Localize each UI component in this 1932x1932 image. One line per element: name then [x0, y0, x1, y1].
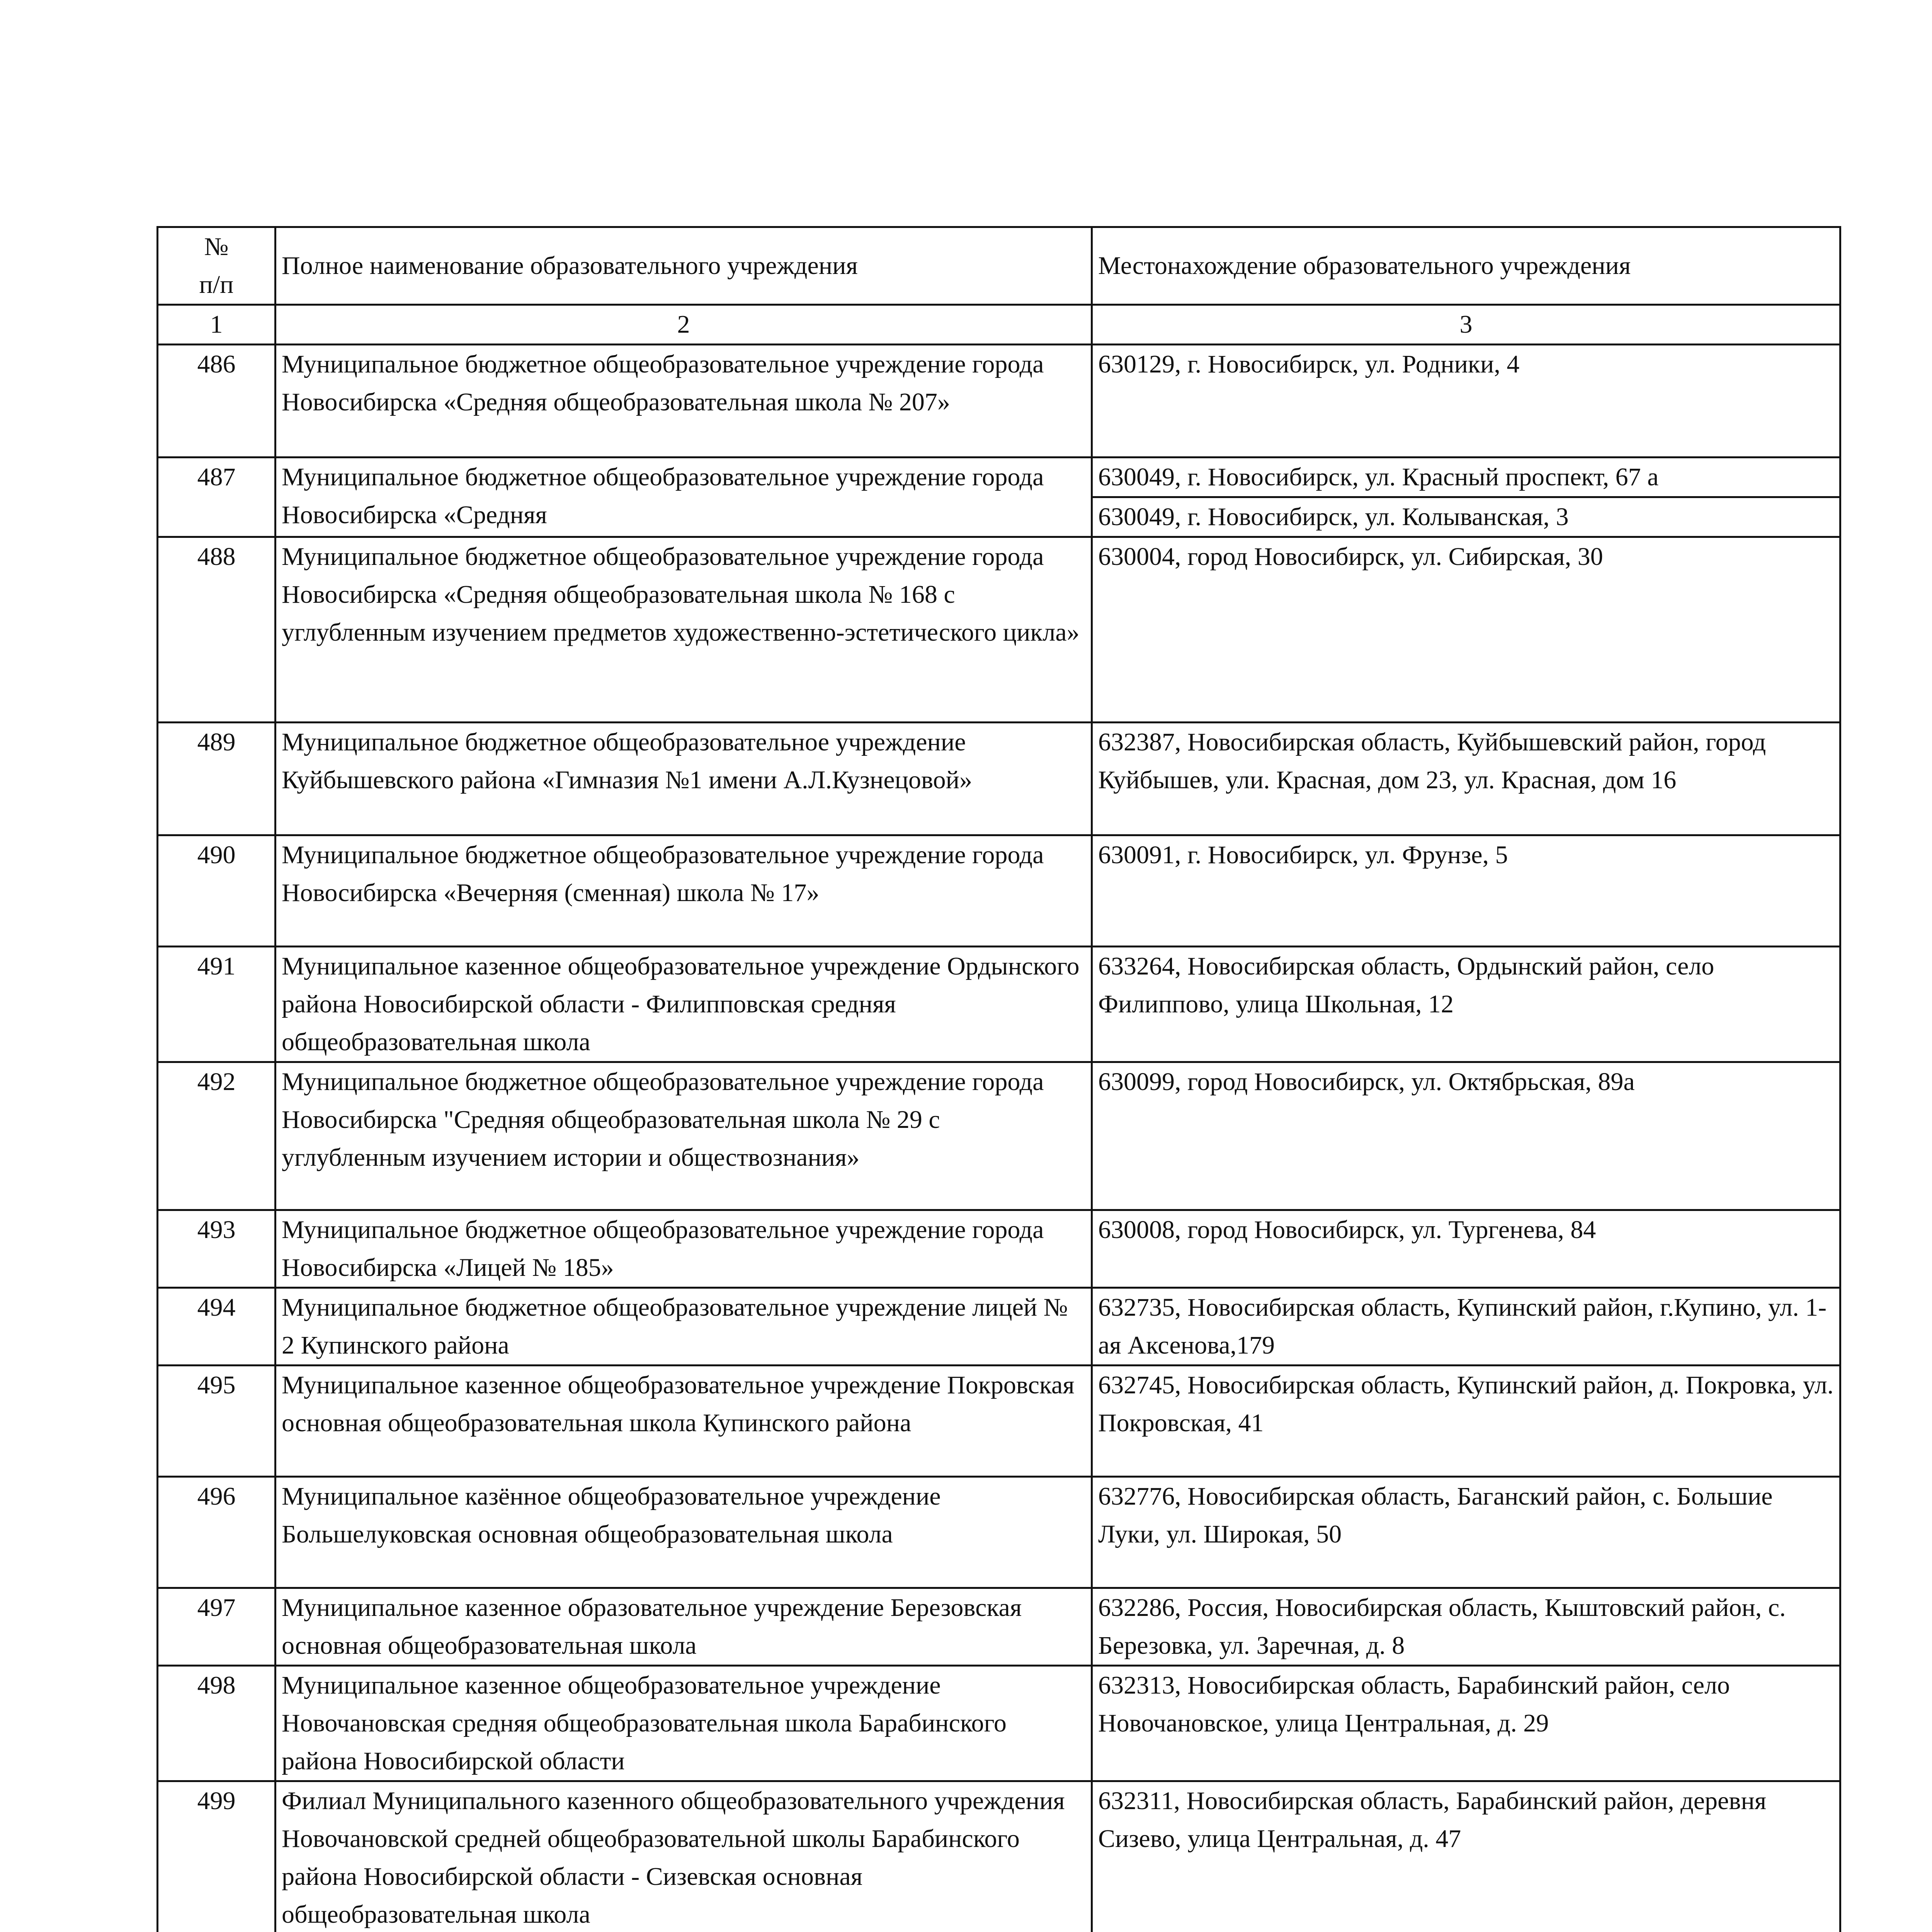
table-row: [158, 1588, 1840, 1666]
row-location: 630099, город Новосибирск, ул. Октябрьская, 89а: [1092, 1062, 1840, 1210]
row-num: 487: [158, 457, 276, 537]
index-cell-2: 2: [276, 305, 1092, 345]
row-location: 632776, Новосибирская область, Баганский район, с. Большие Луки, ул. Широкая, 50: [1092, 1477, 1840, 1588]
index-cell-3: 3: [1092, 305, 1840, 345]
row-num: 498: [158, 1666, 276, 1781]
institutions-table: [156, 226, 1841, 1932]
row-name: Муниципальное бюджетное общеобразовательное учреждение города Новосибирска «Вечерняя (сменная) школа № 17»: [276, 835, 1092, 947]
table-row: [158, 1062, 1840, 1210]
table-row: [158, 1288, 1840, 1366]
row-name: Муниципальное казённое общеобразовательное учреждение Большелуковская основная общеобразовательная школа: [276, 1477, 1092, 1588]
row-name: Муниципальное казенное образовательное учреждение Березовская основная общеобразовательная школа: [276, 1588, 1092, 1666]
table-row: [158, 537, 1840, 723]
row-name: Муниципальное бюджетное общеобразовательное учреждение лицей № 2 Купинского района: [276, 1288, 1092, 1366]
row-num: 489: [158, 723, 276, 835]
row-num: 497: [158, 1588, 276, 1666]
row-num: 493: [158, 1210, 276, 1288]
row-location-line: 630049, г. Новосибирск, ул. Колыванская, 3: [1093, 496, 1839, 536]
row-location: 632286, Россия, Новосибирская область, Кыштовский район, с. Березовка, ул. Заречная, д. 8: [1092, 1588, 1840, 1666]
table-row: [158, 947, 1840, 1062]
row-location: 632311, Новосибирская область, Барабинский район, деревня Сизево, улица Центральная, д. 47: [1092, 1781, 1840, 1932]
row-name: Муниципальное казенное общеобразовательное учреждение Ордынского района Новосибирской области - Филипповская средняя общеобразовательная школа: [276, 947, 1092, 1062]
row-location: 630091, г. Новосибирск, ул. Фрунзе, 5: [1092, 835, 1840, 947]
row-location: 632313, Новосибирская область, Барабинский район, село Новочановское, улица Центральная, д. 29: [1092, 1666, 1840, 1781]
row-name: Муниципальное бюджетное общеобразовательное учреждение города Новосибирска «Средняя: [276, 457, 1092, 537]
row-num: 492: [158, 1062, 276, 1210]
row-location-line: 630049, г. Новосибирск, ул. Красный проспект, 67 а: [1098, 463, 1659, 491]
header-row: [158, 227, 1840, 305]
row-num: 499: [158, 1781, 276, 1932]
row-num: 494: [158, 1288, 276, 1366]
table-row: [158, 1477, 1840, 1588]
index-row: [158, 305, 1840, 345]
row-name: Муниципальное бюджетное общеобразовательное учреждение города Новосибирска «Лицей № 185»: [276, 1210, 1092, 1288]
row-location: 633264, Новосибирская область, Ордынский район, село Филиппово, улица Школьная, 12: [1092, 947, 1840, 1062]
row-name: Муниципальное бюджетное общеобразовательное учреждение города Новосибирска «Средняя общеобразовательная школа № 168 с углубленным изучением предметов художественно-эстетического цикла»: [276, 537, 1092, 723]
table-row: [158, 1781, 1840, 1932]
table-row: [158, 1210, 1840, 1288]
row-name: Муниципальное бюджетное общеобразовательное учреждение города Новосибирска "Средняя общеобразовательная школа № 29 с углубленным изучением истории и обществознания»: [276, 1062, 1092, 1210]
table-row: [158, 723, 1840, 835]
row-location: 630004, город Новосибирск, ул. Сибирская, 30: [1092, 537, 1840, 723]
row-location: 632387, Новосибирская область, Куйбышевский район, город Куйбышев, ули. Красная, дом 23, ул. Красная, дом 16: [1092, 723, 1840, 835]
row-name: Филиал Муниципального казенного общеобразовательного учреждения Новочановской средней общеобразовательной школы Барабинского района Новосибирской области - Сизевская основная общеобразовательная школа: [276, 1781, 1092, 1932]
row-location: 632735, Новосибирская область, Купинский район, г.Купино, ул. 1-ая Аксенова,179: [1092, 1288, 1840, 1366]
row-num: 488: [158, 537, 276, 723]
row-name: Муниципальное бюджетное общеобразовательное учреждение Куйбышевского района «Гимназия №1 имени А.Л.Кузнецовой»: [276, 723, 1092, 835]
table-row: [158, 1366, 1840, 1477]
table-row: [158, 457, 1840, 537]
table-body: [158, 345, 1840, 1932]
institutions-table-container: [156, 226, 1839, 1932]
row-name: Муниципальное бюджетное общеобразовательное учреждение города Новосибирска «Средняя общеобразовательная школа № 207»: [276, 345, 1092, 457]
row-location: 632745, Новосибирская область, Купинский район, д. Покровка, ул. Покровская, 41: [1092, 1366, 1840, 1477]
row-num: 486: [158, 345, 276, 457]
table-row: [158, 835, 1840, 947]
row-location: [1092, 457, 1840, 537]
header-num-line1: №: [204, 233, 229, 261]
row-location: 630008, город Новосибирск, ул. Тургенева, 84: [1092, 1210, 1840, 1288]
table-row: [158, 345, 1840, 457]
index-cell-1: 1: [158, 305, 276, 345]
header-location: Местонахождение образовательного учреждения: [1092, 227, 1840, 305]
row-num: 490: [158, 835, 276, 947]
row-num: 491: [158, 947, 276, 1062]
row-num: 495: [158, 1366, 276, 1477]
header-name: Полное наименование образовательного учреждения: [276, 227, 1092, 305]
row-num: 496: [158, 1477, 276, 1588]
header-num: [158, 227, 276, 305]
row-name: Муниципальное казенное общеобразовательное учреждение Покровская основная общеобразовательная школа Купинского района: [276, 1366, 1092, 1477]
row-location: 630129, г. Новосибирск, ул. Родники, 4: [1092, 345, 1840, 457]
header-num-line2: п/п: [199, 270, 234, 299]
table-row: [158, 1666, 1840, 1781]
row-name: Муниципальное казенное общеобразовательное учреждение Новочановская средняя общеобразовательная школа Барабинского района Новосибирской области: [276, 1666, 1092, 1781]
